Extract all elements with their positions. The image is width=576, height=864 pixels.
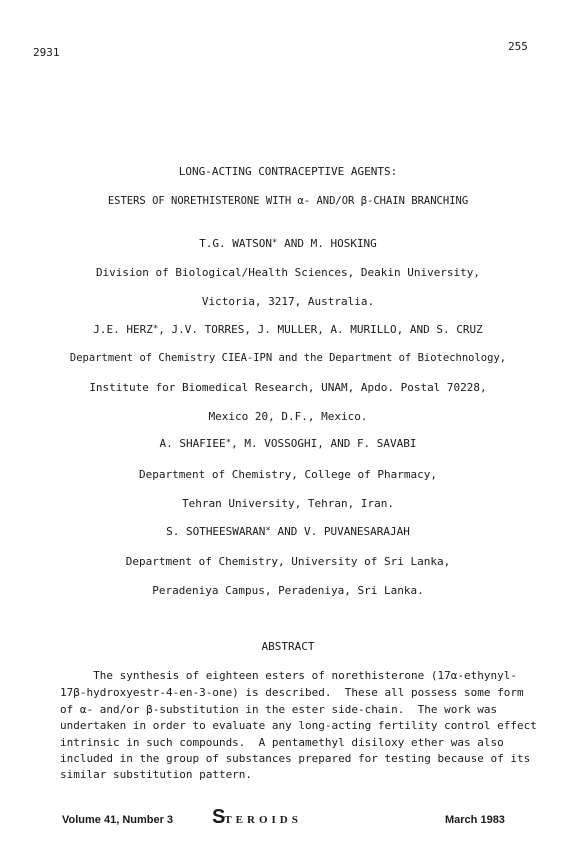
paper-title-line-1: LONG-ACTING CONTRACEPTIVE AGENTS: xyxy=(178,165,398,178)
author-line-4: S. SOTHEESWARAN* AND V. PUVANESARAJAH xyxy=(166,525,410,538)
journal-logo xyxy=(212,806,302,829)
page-number-right: 255 xyxy=(508,40,528,53)
affiliation-line: Mexico 20, D.F., Mexico. xyxy=(208,410,368,423)
affiliation-line: Victoria, 3217, Australia. xyxy=(201,295,375,308)
issue-date: March 1983 xyxy=(445,814,505,826)
abstract-line: The synthesis of eighteen esters of norethisterone (17α-ethynyl- xyxy=(60,669,517,682)
abstract-line: included in the group of substances prepared for testing because of its xyxy=(60,752,531,765)
abstract-line: intrinsic in such compounds. A pentamethyl disiloxy ether was also xyxy=(60,736,504,749)
author-line-3: A. SHAFIEE*, M. VOSSOGHI, AND F. SAVABI xyxy=(159,437,417,450)
page-number-left: 2931 xyxy=(33,46,60,59)
affiliation-line: Institute for Biomedical Research, UNAM, Apdo. Postal 70228, xyxy=(89,381,487,394)
affiliation-line: Department of Chemistry CIEA-IPN and the Department of Biotechnology, xyxy=(69,352,507,364)
journal-logo-rest: TEROIDS xyxy=(224,814,302,826)
abstract-line: similar substitution pattern. xyxy=(60,768,253,781)
volume-number: Volume 41, Number 3 xyxy=(62,814,174,826)
affiliation-line: Department of Chemistry, University of Sri Lanka, xyxy=(125,555,451,568)
abstract-heading: ABSTRACT xyxy=(261,640,315,653)
abstract-line: of α- and/or β-substitution in the ester side-chain. The work was xyxy=(60,703,498,716)
paper-title-line-2: ESTERS OF NORETHISTERONE WITH α- AND/OR β-CHAIN BRANCHING xyxy=(107,195,469,207)
abstract-line: undertaken in order to evaluate any long-acting fertility control effect xyxy=(60,719,537,732)
journal-logo-initial: S xyxy=(212,806,225,828)
affiliation-line: Tehran University, Tehran, Iran. xyxy=(182,497,394,510)
abstract-line: 17β-hydroxyestr-4-en-3-one) is described. These all possess some form xyxy=(60,686,524,699)
affiliation-line: Department of Chemistry, College of Pharmacy, xyxy=(138,468,437,481)
author-line-2: J.E. HERZ*, J.V. TORRES, J. MULLER, A. MURILLO, AND S. CRUZ xyxy=(93,323,483,336)
affiliation-line: Peradeniya Campus, Peradeniya, Sri Lanka. xyxy=(152,584,424,597)
author-line-1: T.G. WATSON* AND M. HOSKING xyxy=(199,237,377,250)
affiliation-line: Division of Biological/Health Sciences, Deakin University, xyxy=(95,266,481,279)
